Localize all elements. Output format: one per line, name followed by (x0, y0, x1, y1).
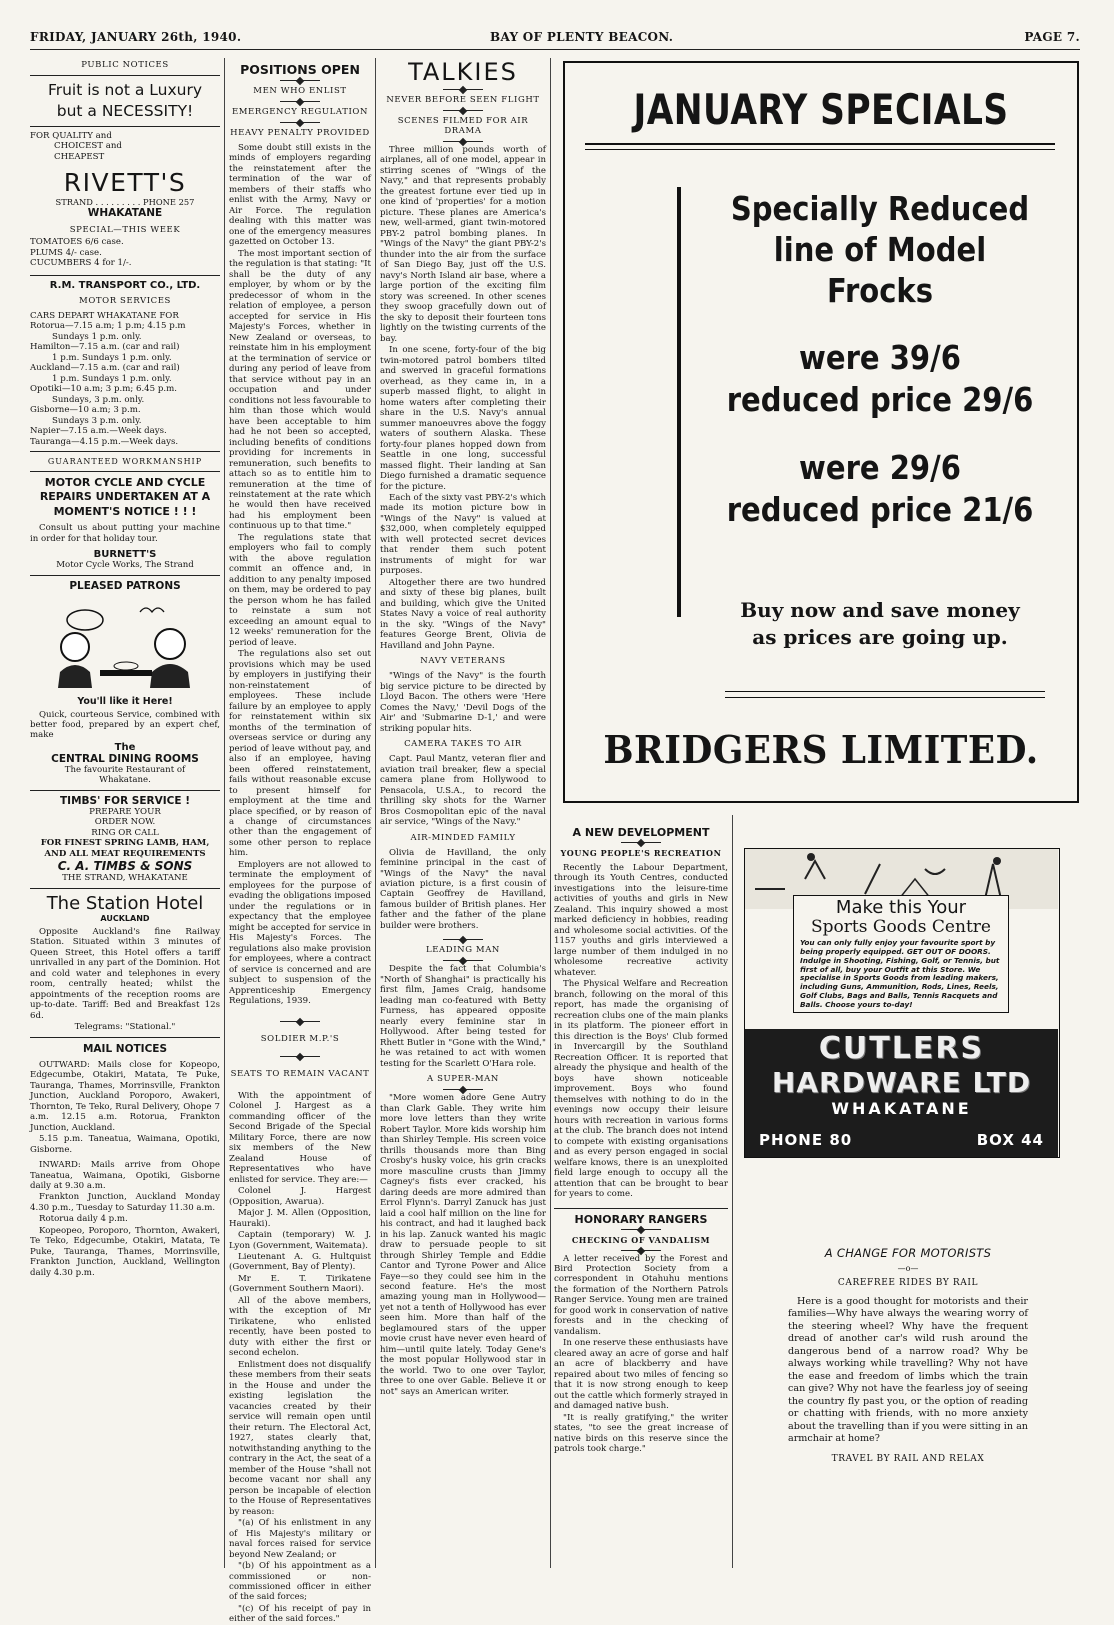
ornament (443, 110, 483, 111)
subhead: MEN WHO ENLIST (253, 86, 347, 96)
paragraph: Capt. Paul Mantz, veteran flier and aviation trail breaker, flew a special camera plane from Hollywood to Pensacola, U.S.A., to record the thrilling sky shots for the Warner Bros Cosmopolitan epic of the naval air service, "Wings of the Navy." (380, 754, 546, 828)
consult-text: Consult us about putting your machine in order for that holiday tour. (30, 523, 220, 544)
rule (725, 691, 1045, 692)
paragraph: "(b) Of his appointment as a commissioned or non-commissioned officer in either of the said forces; (229, 1561, 371, 1603)
timetable-line: Auckland—7.15 a.m. (car and rail) (30, 363, 180, 374)
paragraph: Olivia de Havilland, the only feminine principal in the cast of "Wings of the Navy" the naval aviation picture, is a first cousin of Captain Geoffrey de Havilland, famous builder of British planes. Her father and the father of the plane builder were brothers. (380, 847, 546, 931)
rule (585, 143, 1055, 145)
fruit-ad-line1: Fruit is not a Luxury (47, 81, 203, 99)
divider (30, 451, 220, 452)
quality-line3: CHEAPEST (54, 151, 105, 162)
article-new-development (554, 826, 728, 1568)
subhead: CAMERA TAKES TO AIR (404, 739, 522, 750)
subhead: CHECKING OF VANDALISM (571, 1234, 711, 1245)
article-headline: TALKIES (408, 58, 518, 86)
prepare-line: RING OR CALL (91, 827, 159, 838)
paragraph: Employers are not allowed to terminate the employment of employees for the purpose of evading the obligations imposed under the regulations or in expectancy that the employee might be accepted for service in His Majesty's Forces. The regulations also make provision for employees, where a contract of service is concerned and are subject to suspension of the Apprenticeship Emergency Regulations, 1939. (229, 859, 371, 1007)
divider (30, 275, 220, 276)
motorcycle-repairs: MOTOR CYCLE AND CYCLE REPAIRS UNDERTAKEN AT A MOMENT'S NOTICE ! ! ! (39, 476, 211, 518)
subhead: HEAVY PENALTY PROVIDED (230, 128, 370, 138)
was-price: were 29/6 (799, 448, 961, 487)
prepare-line: PREPARE YOUR (89, 806, 161, 817)
mail-text: Rotorua daily 4 p.m. (39, 1214, 128, 1225)
article-headline: POSITIONS OPEN (240, 62, 360, 77)
public-notices-heading: PUBLIC NOTICES (81, 60, 169, 70)
make-this-your: Make this Your (835, 897, 967, 918)
column-advertisements (30, 58, 220, 1570)
timetable-line: Sundays, 3 p.m. only. (52, 394, 145, 405)
ornament (443, 939, 483, 940)
article-headline: A CHANGE FOR MOTORISTS (824, 1246, 992, 1260)
timbs-name: C. A. TIMBS & SONS (57, 859, 193, 874)
telegrams: Telegrams: "Stational." (74, 1022, 176, 1033)
paragraph: In one scene, forty-four of the big twin-motored patrol bombers tilted and swerved in graceful formations overhead, as they came in, in a superb massed flight, to alight in home waters after completing their share in the U.S. Navy's annual summer manoeuvres above the foggy waters of southern Alaska. These forty-four planes hopped down from Seattle in one long, successful massed flight. Their landing at San Diego furnished a dramatic sequence for the picture. (380, 345, 546, 492)
subhead: SCENES FILMED FOR AIR DRAMA (397, 116, 529, 136)
timbs-address: THE STRAND, WHAKATANE (62, 873, 188, 884)
ornament (280, 122, 320, 123)
rule (725, 697, 1045, 698)
price-block-2 (717, 447, 1043, 531)
timetable-line: Rotorua—7.15 a.m; 1 p.m; 4.15 p.m (30, 321, 186, 332)
paragraph: Major J. M. Allen (Opposition, Hauraki). (229, 1208, 371, 1229)
quick-service-text: Quick, courteous Service, combined with better food, prepared by an expert chef, make (30, 709, 220, 741)
reduced-price: reduced price 29/6 (726, 380, 1034, 420)
paragraph: "More women adore Gene Autry than Clark Gable. They write him more love letters than they write Robert Taylor. More kids worship him than Shirley Temple. His screen voice thrills thousands more than Bing Crosby's husky voice, his grin cracks more masculine crusts than Jimmy Cagney's fists ever cracked, his daring deeds are more admired than Errol Flynn's. Darryl Zanuck has just laid a cool half million on the line for his contract, and had it laughed back in his lap. Zanuck wanted his magic draw to persuade people to sit through Shirley Temple and Eddie Cantor and Tyrone Power and Alice Faye—so they could see him in the second feature. He's the most amazing young man in Hollywood—yet not a tenth of Hollywood has ever seen him. More than half of the beglamoured stars of the upper movie crust have never even heard of him—until quite lately. Today Gene's the most popular Hollywood star in the world. Two to one over Taylor, three to one over Gable. Believe it or not" says an American writer. (380, 1093, 546, 1397)
divider (30, 888, 220, 889)
column-rule (550, 58, 551, 1568)
rivetts-address: STRAND . . . . . . . . . PHONE 257 (55, 197, 195, 208)
paragraph: The regulations also set out provisions which may be used by employers in justifying their non-reinstatement of employees. These include failure by an employee to apply for reinstatement within six months of the termination of overseas service or during any period of leave without pay, and also if an employee, having been offered reinstatement, fails without reasonable excuse to present himself for employment at the time and place specified, or by reason of a change of circumstances other than the engagement of some other person to replace him. (229, 649, 371, 859)
paragraph: Some doubt still exists in the minds of employers regarding the reinstatement after the termination of the war of members of their staffs who enlist with the Army, Navy or Air Force. The regulation dealing with this matter was one of the emergency measures gazetted on October 13. (229, 143, 371, 248)
paragraph: "(a) Of his enlistment in any of His Majesty's military or naval forces raised for service beyond New Zealand; or (229, 1518, 371, 1560)
article-change-for-motorists (788, 1246, 1028, 1466)
pleased-patrons: PLEASED PATRONS (69, 579, 181, 592)
mail-text: Frankton Junction, Auckland Monday 4.30 p.m., Tuesday to Saturday 11.30 a.m. (30, 1192, 220, 1213)
mail-outward: OUTWARD: Mails close for Kopeopo, Edgecumbe, Otakiri, Matata, Te Puke, Tauranga, Thames, Morrinsville, Frankton Junction, Auckland Poroporo, Awakeri, Thornton, Te Teko, Rural Delivery, Ohope 7 a.m. 12.15 a.m. Rotorua, Frankton Junction, Auckland. (30, 1059, 220, 1133)
special-item: PLUMS 4/- case. (30, 247, 102, 258)
paragraph: The Physical Welfare and Recreation branch, following on the moral of this report, has made the organising of recreation clubs one of the main planks in its platform. The pioneer effort in this direction is the Boys' Club formed in Invercargill by the Southland Recreation Officer. It is reported that already the physique and health of the boys have shown noticeable improvement. Boys who found themselves with nothing to do in the evenings now occupy their leisure hours with recreation in various forms at the club. The branch does not intend to compete with existing organisations and as every person engaged in social welfare knows, there is an unexploited field large enough to occupy all the attention that can be brought to bear for years to come. (554, 979, 728, 1200)
cutlers-town: WHAKATANE (831, 1099, 972, 1118)
column-rule (375, 58, 376, 1568)
paragraph: Three million pounds worth of airplanes, all of one model, appear in stirring scenes of "Wings of the Navy," and that represents probably the greatest fortune ever tied up in one kind of 'properties' for a motion picture. These planes are America's new, well-armed, giant twin-motored PBY-2 patrol bombing planes. In "Wings of the Navy" the giant PBY-2's thunder into the air from the surface of San Diego Bay, just off the U.S. navy's North Island air base, where a large portion of the exciting film story was screened. In other scenes they swoop gracefully down out of the sky to deposit their fourteen tons lightly on the twisting currents of the bay. (380, 145, 546, 344)
bridgers-limited-name: BRIDGERS LIMITED. (603, 727, 1039, 772)
line: Specially Reduced (730, 189, 1030, 228)
price-block-1 (717, 337, 1043, 421)
ornament (280, 80, 320, 81)
ornament (443, 1089, 483, 1090)
paragraph: Captain (temporary) W. J. Lyon (Government, Waitemata). (229, 1230, 371, 1251)
paragraph: In one reserve these enthusiasts have cleared away an acre of gorse and half an acre of blackberry and have repaired about two miles of fencing so that it is now strong enough to keep out the cattle which formerly strayed in and damaged native bush. (554, 1338, 728, 1412)
rm-transport-title: R.M. TRANSPORT CO., LTD. (49, 279, 201, 291)
ornament (443, 960, 483, 961)
paragraph: All of the above members, with the exception of Mr Tirikatene, who enlisted recently, have been posted to duty with either the first or second echelon. (229, 1295, 371, 1359)
line: line of Model (773, 229, 987, 269)
january-specials-title: JANUARY SPECIALS (633, 85, 1009, 134)
timetable-line: 1 p.m. Sundays 1 p.m. only. (52, 352, 172, 363)
the-label: The (114, 741, 136, 753)
cutlers-banner (745, 1029, 1058, 1157)
subhead: LEADING MAN (426, 945, 500, 956)
paper-name: BAY OF PLENTY BEACON. (490, 30, 674, 44)
cutlers-phone: PHONE 80 (759, 1131, 853, 1149)
paragraph: Enlistment does not disqualify these members from their seats in the House and under the existing legislation the vacancies created by their service will remain open until their return. The Electoral Act, 1927, states clearly that, notwithstanding anything to the contrary in the Act, the seat of a member of the House "shall not become vacant nor shall any person be incapable of election to the House of Representatives by reason: (229, 1359, 371, 1517)
page-header (30, 28, 1080, 50)
timetable-line: Tauranga—4.15 p.m.—Week days. (30, 436, 179, 447)
divider (30, 126, 220, 127)
column-rule (732, 815, 733, 1568)
subhead: A SUPER-MAN (427, 1074, 499, 1085)
article-talkies (380, 58, 546, 1570)
special-item: CUCUMBERS 4 for 1/-. (30, 258, 132, 269)
paragraph: "It is really gratifying," the writer states, "to see the great increase of native birds on this reserve since the patrols took charge." (554, 1412, 728, 1455)
subhead: NEVER BEFORE SEEN FLIGHT (386, 95, 540, 105)
quality-line1: FOR QUALITY and (30, 130, 112, 141)
paragraph: Mr E. T. Tirikatene (Government Southern Maori). (229, 1273, 371, 1295)
cutlers-name: CUTLERS (818, 1031, 985, 1066)
timetable-line: Sundays 3 p.m. only. (52, 415, 142, 426)
timetable-line: Napier—7.15 a.m.—Week days. (30, 426, 167, 437)
central-dining-rooms: CENTRAL DINING ROOMS (51, 752, 199, 765)
paragraph: Recently the Labour Department, through its Youth Centres, conducted investigations into the leisure-time activities of youths and girls in New Zealand. This inquiry showed a most marked deficiency in hobbies, reading and wholesome social activities. Of the 1157 youths and girls interviewed a large number of them indulged in no wholesome recreative activity whatever. (554, 863, 728, 978)
hardware-ltd: HARDWARE LTD (771, 1066, 1032, 1099)
buy-now-text (695, 597, 1065, 651)
motor-services: MOTOR SERVICES (79, 295, 171, 306)
ornament (280, 1056, 320, 1057)
ornament (621, 1229, 661, 1230)
mail-text: Kopeopeo, Poroporo, Thornton, Awakeri, Te Teko, Edgecumbe, Otakiri, Matata, Te Puke, Tauranga, Thames, Morrinsville, Frankton Junction, Auckland, Wellington daily 4.30 p.m. (30, 1225, 220, 1278)
divider (30, 75, 220, 76)
column-rule (224, 58, 225, 1568)
article-positions-open (229, 58, 371, 1625)
timbs-finest: FOR FINEST SPRING LAMB, HAM, AND ALL MEAT REQUIREMENTS (40, 838, 210, 859)
cutlers-advertisement (744, 848, 1060, 1158)
paragraph: With the appointment of Colonel J. Hargest as a commanding officer of the Second Brigade of the Special Military Force, there are now six members of the New Zealand House of Representatives who have enlisted for service. They are:— (229, 1090, 371, 1185)
timetable-line: Sundays 1 p.m. only. (52, 331, 142, 342)
subhead: AIR-MINDED FAMILY (410, 832, 516, 843)
diners-illustration (30, 592, 220, 692)
divider (30, 1037, 220, 1038)
subhead: SOLDIER M.P.'S (260, 1033, 340, 1044)
rivetts-name: RIVETT'S (63, 168, 187, 198)
paragraph: Lieutenant A. G. Hultquist (Government, Bay of Plenty). (229, 1251, 371, 1273)
station-hotel-body: Opposite Auckland's fine Railway Station. Situated within 3 minutes of Queen Street, this Hotel offers a tariff unrivalled in any part of the Dominion. Hot and cold water and telephones in every room, centrally heated; whilst the appointments of the reception rooms are up-to-date. Tariff: Bed and Breakfast 12s 6d. (30, 926, 220, 1021)
timetable-line: Gisborne—10 a.m; 3 p.m. (30, 405, 141, 416)
cutlers-box: BOX 44 (976, 1131, 1044, 1149)
burnetts-name: BURNETT'S (93, 549, 157, 561)
paragraph: "Wings of the Navy" is the fourth big service picture to be directed by Lloyd Bacon. The others were 'Here Comes the Navy,' 'Devil Dogs of the Air' and 'Submarine D-1,' and were striking popular hits. (380, 671, 546, 734)
timbs-heading: TIMBS' FOR SERVICE ! (60, 794, 190, 807)
subhead: CAREFREE RIDES BY RAIL (837, 1278, 979, 1288)
guaranteed-workmanship: GUARANTEED WORKMANSHIP (47, 457, 203, 467)
paragraph: Despite the fact that Columbia's "North of Shanghai" is practically his first film, James Craig, handsome leading man co-featured with Betty Furness, has appeared opposite nearly every feminine star in Hollywood. After being tested for Rhett Butler in "Gone with the Wind," he was retained to act with women testing for the Scarlett O'Hara role. (380, 964, 546, 1069)
ornament: —o— (897, 1264, 919, 1273)
paragraph: The regulations state that employers who fail to comply with the above regulation commit an offence and, in addition to any penalty imposed on them, may be ordered to pay the person whom he has failed to reinstate a sum not exceeding an amount equal to 12 weeks' remuneration for the period of leave. (229, 532, 371, 648)
sports-box (793, 895, 1009, 1013)
timetable-line: Opotiki—10 a.m; 3 p.m; 6.45 p.m. (30, 384, 177, 395)
vertical-bar (677, 187, 681, 617)
specially-reduced-text (717, 189, 1043, 312)
station-hotel-town: AUCKLAND (100, 913, 150, 923)
prepare-line: ORDER NOW. (94, 817, 156, 828)
mail-text: 5.15 p.m. Taneatua, Waimana, Opotiki, Gisborne. (30, 1134, 220, 1155)
paragraph: The most important section of the regulation is that stating: "It shall be the duty of any employer, by whom or by the predecessor of whom in the relation of employee, a person accepted for service in His Majesty's Forces, whether in New Zealand or overseas, to reinstate him in his employment at the termination of service or during any period of leave from that service without pay in an occupation and under conditions not less favourable to him than those which would have been acceptable to him had he not been so accepted, including benefits of conditions providing for increments in remuneration, such benefits to attach so as to entitle him to remuneration at the time of reinstatement at the rate which he would then have received had his employment been continuous up to that time." (229, 248, 371, 532)
mail-inward: INWARD: Mails arrive from Ohope Taneatua, Waimana, Opotiki, Gisborne daily at 9.30 a.m. (30, 1160, 220, 1191)
mail-notices-heading: MAIL NOTICES (82, 1042, 168, 1055)
sports-goods-centre: Sports Goods Centre (811, 916, 991, 937)
divider (554, 1208, 728, 1209)
rule (585, 149, 1055, 150)
paragraph: A letter received by the Forest and Bird Protection Society from a correspondent in Otahuhu mentions the formation of the Northern Patrols Ranger Service. Young men are trained for good work in conservation of native forests and in the checking of vandalism. (554, 1253, 728, 1337)
paragraph: Colonel J. Hargest (Opposition, Awarua). (229, 1186, 371, 1207)
timetable-line: CARS DEPART WHAKATANE FOR (30, 310, 179, 321)
line: Buy now and save money (740, 598, 1020, 622)
subhead: SEATS TO REMAIN VACANT (230, 1068, 370, 1079)
paragraph: Altogether there are two hundred and sixty of these big planes, built and building, which give the United States Navy a voice of real authority in the sky. "Wings of the Navy" features George Brent, Olivia de Havilland and John Payne. (380, 577, 546, 651)
subhead: EMERGENCY REGULATION (231, 107, 369, 117)
paragraph: Each of the sixty vast PBY-2's which made its motion picture bow in "Wings of the Navy" is valued at $32,000, when completely equipped with well protected secret devices that render them such potent instruments of might for war purposes. (380, 492, 546, 577)
divider (30, 575, 220, 576)
bridgers-advertisement (563, 61, 1079, 803)
subhead: YOUNG PEOPLE'S RECREATION (560, 848, 722, 858)
issue-date: FRIDAY, JANUARY 26th, 1940. (30, 30, 242, 44)
ornament (621, 1250, 661, 1251)
timetable-line: 1 p.m. Sundays 1 p.m. only. (52, 373, 172, 384)
favourite-restaurant: The favourite Restaurant of Whakatane. (64, 764, 186, 786)
special-heading: SPECIAL—THIS WEEK (69, 225, 181, 236)
sports-body: You can only fully enjoy your favourite sport by being properly equipped. GET OUT OF DOORS. Indulge in Shooting, Fishing, Golf, or Tennis, but first of all, buy your Outfit at this Store. We specialise in Sports Goods from leading makers, including Guns, Ammunition, Rods, Lines, Reels, Golf Clubs, Bags and Balls, Tennis Racquets and Balls. Choose yours to-day! (800, 938, 1000, 1009)
reduced-price: reduced price 21/6 (726, 490, 1034, 530)
burnetts-address: Motor Cycle Works, The Strand (56, 560, 194, 571)
station-hotel-title: The Station Hotel (46, 892, 204, 914)
line: Frocks (826, 270, 934, 310)
ornament (280, 101, 320, 102)
ornament (443, 141, 483, 142)
divider (30, 471, 220, 472)
article-headline: HONORARY RANGERS (574, 1212, 708, 1226)
subhead: NAVY VETERANS (420, 656, 506, 667)
divider (30, 790, 220, 791)
rivetts-town: WHAKATANE (87, 207, 163, 220)
article-headline: A NEW DEVELOPMENT (572, 826, 710, 839)
line: as prices are going up. (752, 625, 1008, 649)
ornament (280, 1021, 320, 1022)
like-it-here: You'll like it Here! (77, 695, 173, 707)
quality-line2: CHOICEST and (54, 141, 122, 152)
ornament (443, 89, 483, 90)
travel-by-rail: TRAVEL BY RAIL AND RELAX (831, 1453, 985, 1464)
paragraph: Here is a good thought for motorists and their families—Why have always the wearing worry of the steering wheel? Why have the frequent dread of another car's wild rush around the dangerous bend of a narrow road? Why be always working while travelling? Why not have the ease and freedom of limbs which the train can give? Why not have the fearless joy of seeing the country fly past you, or the option of reading or chatting with friends, with no more anxiety about the travelling than if you were sitting in an armchair at home? (788, 1296, 1028, 1445)
paragraph: "(c) Of his receipt of pay in either of the said forces." (229, 1603, 371, 1625)
special-item: TOMATOES 6/6 case. (30, 237, 124, 248)
ornament (621, 842, 661, 843)
page-number: PAGE 7. (1024, 30, 1080, 44)
fruit-ad-line2: but a NECESSITY! (56, 101, 194, 120)
timetable-line: Hamilton—7.15 a.m. (car and rail) (30, 342, 180, 353)
was-price: were 39/6 (799, 338, 961, 377)
